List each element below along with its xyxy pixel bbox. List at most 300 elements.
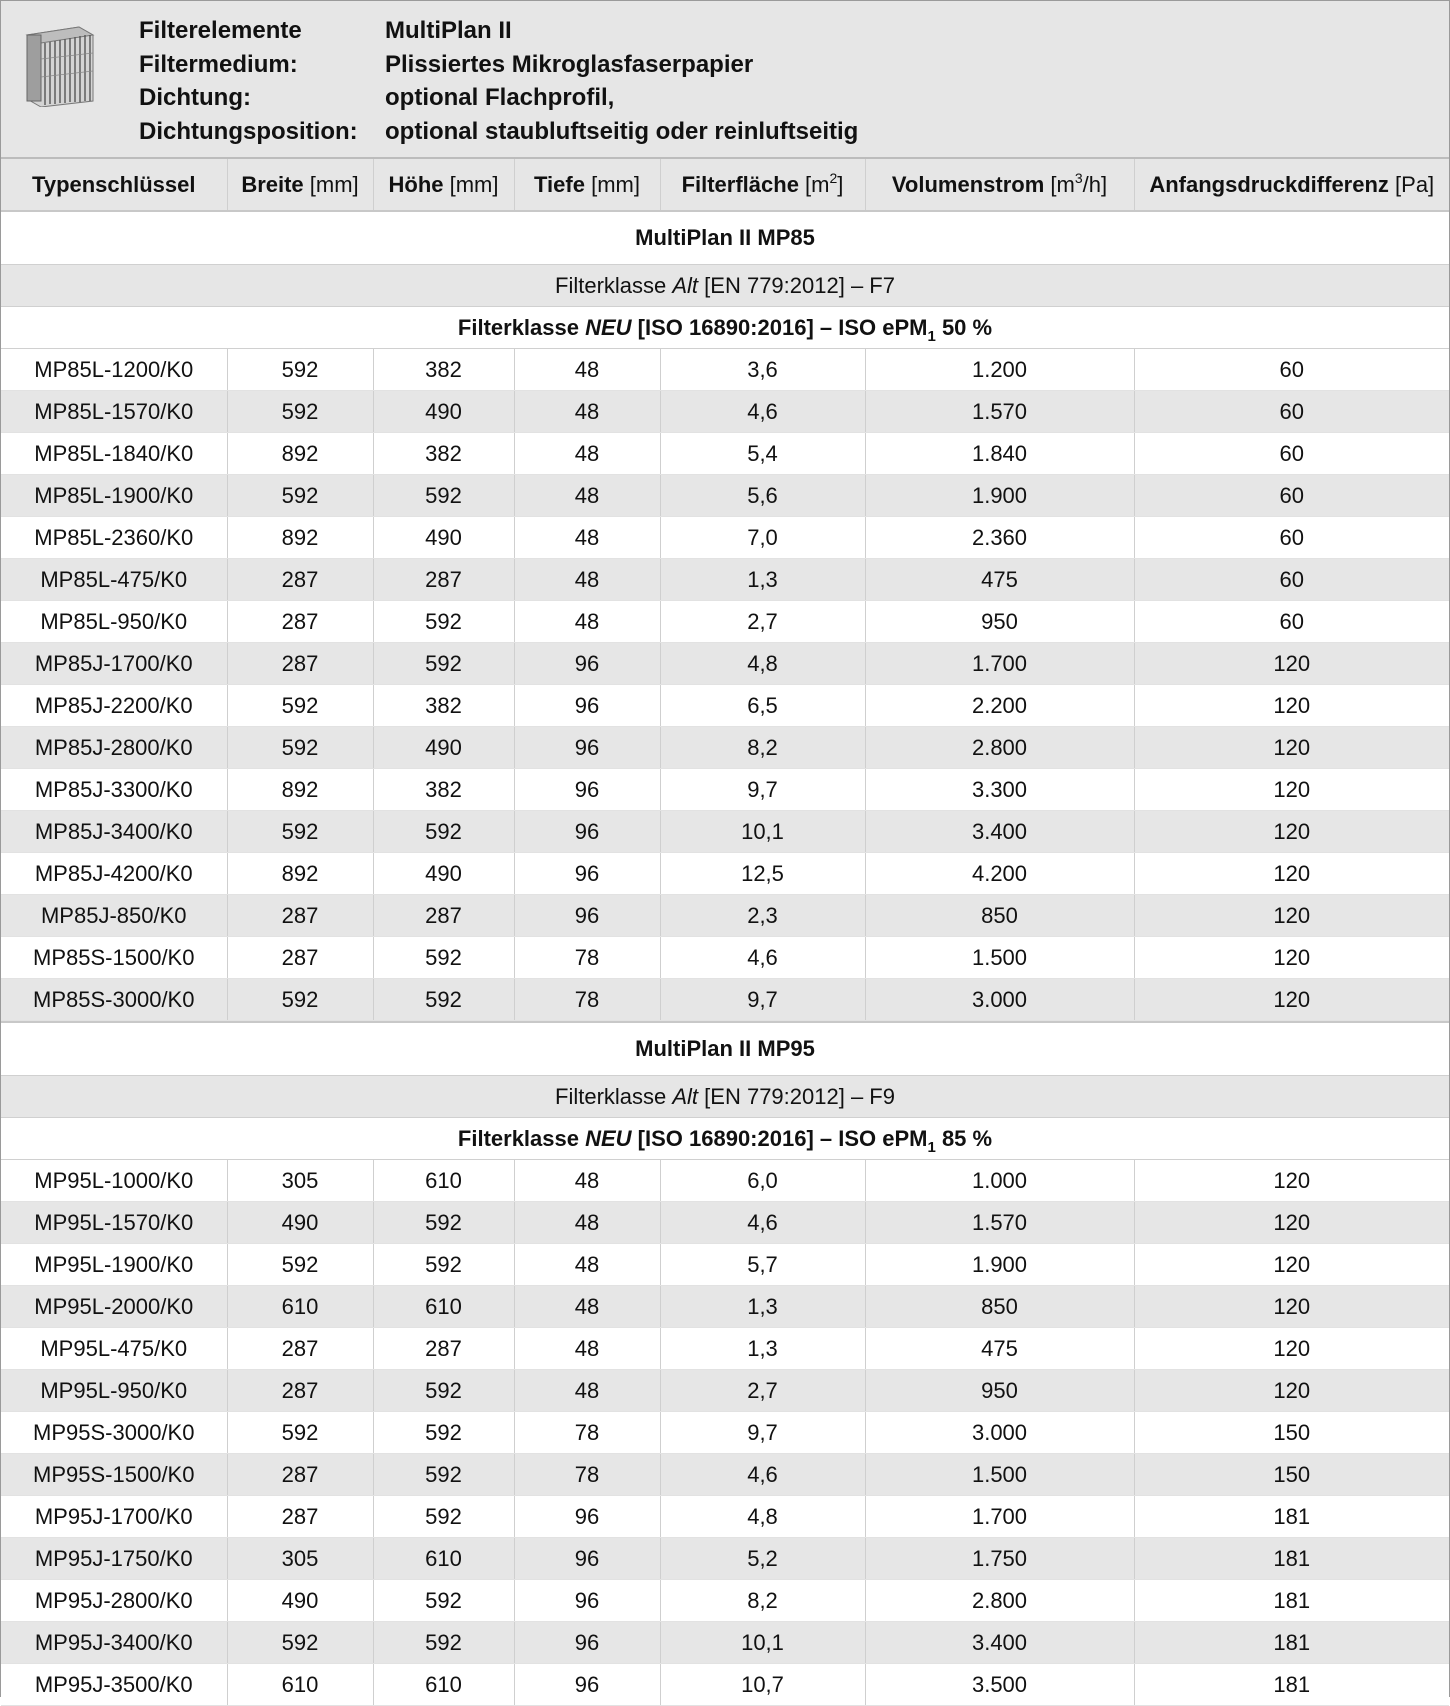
table-cell: 592 [373, 811, 514, 853]
table-cell: 287 [227, 643, 373, 685]
section-title-row [1, 211, 1449, 265]
table-cell: 96 [514, 643, 660, 685]
table-cell: 592 [227, 979, 373, 1021]
table-cell: 8,2 [660, 1580, 865, 1622]
table-cell: 3.400 [865, 1622, 1134, 1664]
table-cell: MP85L-1570/K0 [1, 391, 227, 433]
table-cell: 592 [227, 349, 373, 391]
table-cell: 181 [1134, 1664, 1449, 1706]
column-unit: /h] [1082, 171, 1108, 197]
table-cell: 2,3 [660, 895, 865, 937]
filter-class-standard: [EN 779:2012] – F7 [698, 272, 895, 298]
table-row [1, 1412, 1449, 1454]
column-unit-exponent: 2 [829, 169, 838, 186]
table-cell: 5,2 [660, 1538, 865, 1580]
table-cell: 3.500 [865, 1664, 1134, 1706]
table-cell: 120 [1134, 895, 1449, 937]
table-cell: 305 [227, 1538, 373, 1580]
table-row [1, 643, 1449, 685]
table-cell: 2.800 [865, 727, 1134, 769]
table-cell: 892 [227, 769, 373, 811]
table-cell: 4,8 [660, 643, 865, 685]
table-cell: 592 [373, 601, 514, 643]
filter-class-standard: [EN 779:2012] – F9 [698, 1083, 895, 1109]
table-cell: 120 [1134, 1370, 1449, 1412]
filter-class-neu: NEU [585, 314, 632, 340]
table-cell: 60 [1134, 475, 1449, 517]
table-row [1, 1664, 1449, 1706]
table-cell: 287 [373, 895, 514, 937]
table-header-row [1, 159, 1449, 212]
table-cell: 120 [1134, 1160, 1449, 1202]
table-cell: 48 [514, 1286, 660, 1328]
table-cell: MP85L-2360/K0 [1, 517, 227, 559]
table-cell: 96 [514, 895, 660, 937]
table-cell: 3.000 [865, 1412, 1134, 1454]
table-cell: 592 [373, 1580, 514, 1622]
table-cell: MP85S-1500/K0 [1, 937, 227, 979]
table-cell: 96 [514, 1622, 660, 1664]
table-cell: 120 [1134, 643, 1449, 685]
table-cell: 120 [1134, 979, 1449, 1021]
column-header [1, 159, 227, 212]
table-cell: 382 [373, 769, 514, 811]
table-cell: 1.700 [865, 643, 1134, 685]
table-cell: 120 [1134, 1244, 1449, 1286]
table-cell: 1.900 [865, 1244, 1134, 1286]
filter-class-label: Filterklasse [555, 1083, 673, 1109]
meta-value: optional staubluftseitig oder reinluftseitig [385, 117, 859, 145]
table-cell: 10,1 [660, 1622, 865, 1664]
table-cell: 96 [514, 1580, 660, 1622]
filter-class-alt: Alt [672, 1083, 699, 1109]
table-cell: 610 [373, 1664, 514, 1706]
table-cell: 48 [514, 1160, 660, 1202]
table-cell: 490 [373, 391, 514, 433]
column-header [660, 159, 865, 212]
table-cell: 287 [373, 1328, 514, 1370]
table-cell: 7,0 [660, 517, 865, 559]
table-row [1, 769, 1449, 811]
table-cell: MP85J-1700/K0 [1, 643, 227, 685]
table-cell: 490 [227, 1202, 373, 1244]
table-cell: 892 [227, 433, 373, 475]
column-header [1134, 159, 1449, 212]
table-cell: 181 [1134, 1538, 1449, 1580]
product-header [1, 1, 1449, 158]
table-cell: 60 [1134, 601, 1449, 643]
table-cell: 2,7 [660, 1370, 865, 1412]
column-unit: [Pa] [1388, 171, 1435, 197]
filter-class-old-row [1, 265, 1449, 307]
table-cell: MP85J-2200/K0 [1, 685, 227, 727]
table-row [1, 1580, 1449, 1622]
table-row [1, 1454, 1449, 1496]
table-cell: 490 [373, 727, 514, 769]
table-cell: 9,7 [660, 769, 865, 811]
table-cell: 9,7 [660, 979, 865, 1021]
section-title: MultiPlan II MP95 [1, 1023, 1449, 1076]
table-cell: 610 [373, 1160, 514, 1202]
table-cell: 10,7 [660, 1664, 865, 1706]
table-cell: 60 [1134, 349, 1449, 391]
table-cell: 592 [227, 1622, 373, 1664]
filter-class-new-row [1, 307, 1449, 349]
filter-class-standard: [ISO 16890:2016] – ISO ePM [631, 314, 928, 340]
table-cell: 96 [514, 769, 660, 811]
table-cell: MP95J-1750/K0 [1, 1538, 227, 1580]
section-title: MultiPlan II MP85 [1, 211, 1449, 265]
table-cell: 48 [514, 1202, 660, 1244]
table-cell: 96 [514, 685, 660, 727]
table-row [1, 1622, 1449, 1664]
table-cell: 1.000 [865, 1160, 1134, 1202]
table-cell: 850 [865, 1286, 1134, 1328]
table-cell: 60 [1134, 391, 1449, 433]
table-row [1, 1202, 1449, 1244]
table-cell: 96 [514, 1496, 660, 1538]
table-cell: MP85L-1900/K0 [1, 475, 227, 517]
table-cell: 592 [373, 1244, 514, 1286]
table-cell: 1.900 [865, 475, 1134, 517]
table-cell: 592 [373, 1202, 514, 1244]
table-cell: MP95J-3500/K0 [1, 1664, 227, 1706]
table-row [1, 1538, 1449, 1580]
table-cell: MP85J-850/K0 [1, 895, 227, 937]
filter-class-label: Filterklasse [555, 272, 673, 298]
table-cell: 5,4 [660, 433, 865, 475]
table-cell: 592 [227, 1412, 373, 1454]
table-cell: 5,7 [660, 1244, 865, 1286]
table-cell: MP95L-1570/K0 [1, 1202, 227, 1244]
table-row [1, 1286, 1449, 1328]
table-cell: 950 [865, 1370, 1134, 1412]
table-cell: MP85J-4200/K0 [1, 853, 227, 895]
table-cell: 5,6 [660, 475, 865, 517]
table-cell: 48 [514, 1244, 660, 1286]
table-cell: 382 [373, 349, 514, 391]
meta-value: MultiPlan II [385, 17, 512, 44]
table-cell: 48 [514, 517, 660, 559]
table-cell: 2,7 [660, 601, 865, 643]
table-cell: 48 [514, 559, 660, 601]
column-header [865, 159, 1134, 212]
section-title-row [1, 1023, 1449, 1076]
table-cell: 96 [514, 1538, 660, 1580]
table-cell: MP85L-1840/K0 [1, 433, 227, 475]
table-cell: 287 [227, 937, 373, 979]
table-cell: 592 [373, 937, 514, 979]
table-cell: 3.300 [865, 769, 1134, 811]
table-cell: 4,6 [660, 391, 865, 433]
table-cell: 1.840 [865, 433, 1134, 475]
table-cell: 120 [1134, 937, 1449, 979]
column-unit: [mm] [443, 171, 499, 197]
filter-class-value: 85 % [935, 1125, 993, 1151]
table-row [1, 433, 1449, 475]
table-cell: 1.570 [865, 1202, 1134, 1244]
table-cell: 2.200 [865, 685, 1134, 727]
filter-class-label: Filterklasse [457, 314, 586, 340]
table-cell: 60 [1134, 517, 1449, 559]
table-cell: 475 [865, 1328, 1134, 1370]
table-cell: 592 [227, 475, 373, 517]
table-row [1, 1328, 1449, 1370]
table-cell: 120 [1134, 853, 1449, 895]
table-cell: 305 [227, 1160, 373, 1202]
table-cell: 78 [514, 979, 660, 1021]
table-cell: 4.200 [865, 853, 1134, 895]
table-cell: 1.700 [865, 1496, 1134, 1538]
table-cell: 48 [514, 475, 660, 517]
table-cell: 2.360 [865, 517, 1134, 559]
table-cell: MP95L-950/K0 [1, 1370, 227, 1412]
table-cell: 120 [1134, 727, 1449, 769]
table-cell: 78 [514, 1412, 660, 1454]
table-cell: 592 [373, 643, 514, 685]
meta-key: Filterelemente [139, 17, 302, 44]
table-cell: 1,3 [660, 559, 865, 601]
table-cell: 78 [514, 1454, 660, 1496]
table-cell: MP95S-3000/K0 [1, 1412, 227, 1454]
column-unit-exponent: 3 [1074, 169, 1083, 186]
table-cell: 78 [514, 937, 660, 979]
table-cell: 48 [514, 433, 660, 475]
table-cell: 592 [227, 811, 373, 853]
meta-key: Dichtung: [139, 84, 251, 111]
table-row [1, 979, 1449, 1021]
table-row [1, 685, 1449, 727]
table-cell: 287 [227, 1454, 373, 1496]
table-cell: 592 [227, 1244, 373, 1286]
table-cell: 850 [865, 895, 1134, 937]
filter-class-new [1, 307, 1449, 349]
table-cell: 892 [227, 853, 373, 895]
table-cell: 3.000 [865, 979, 1134, 1021]
table-cell: 150 [1134, 1454, 1449, 1496]
column-unit: [m [1044, 171, 1075, 197]
table-row [1, 1370, 1449, 1412]
product-table [1, 158, 1449, 1706]
table-cell: MP95J-2800/K0 [1, 1580, 227, 1622]
table-cell: 6,5 [660, 685, 865, 727]
table-cell: 490 [227, 1580, 373, 1622]
table-row [1, 349, 1449, 391]
table-cell: 592 [227, 727, 373, 769]
table-cell: 150 [1134, 1412, 1449, 1454]
table-cell: 490 [373, 853, 514, 895]
table-row [1, 895, 1449, 937]
column-name: Volumenstrom [891, 171, 1045, 197]
table-cell: 287 [227, 895, 373, 937]
table-cell: 4,6 [660, 1202, 865, 1244]
meta-value: optional Flachprofil, [385, 84, 615, 111]
table-cell: 592 [373, 1622, 514, 1664]
table-cell: 610 [373, 1538, 514, 1580]
table-row [1, 1160, 1449, 1202]
table-cell: MP95L-1000/K0 [1, 1160, 227, 1202]
filter-class-value: 50 % [935, 314, 993, 340]
table-cell: 96 [514, 1664, 660, 1706]
filter-class-old-row [1, 1076, 1449, 1118]
table-cell: 892 [227, 517, 373, 559]
column-unit: ] [837, 171, 844, 197]
table-cell: 3.400 [865, 811, 1134, 853]
table-cell: MP95L-475/K0 [1, 1328, 227, 1370]
table-cell: 120 [1134, 685, 1449, 727]
meta-key: Dichtungsposition: [139, 117, 358, 145]
table-cell: 96 [514, 853, 660, 895]
table-cell: 181 [1134, 1622, 1449, 1664]
meta-key: Filtermedium: [139, 50, 298, 78]
table-cell: 592 [227, 685, 373, 727]
table-cell: 1.500 [865, 1454, 1134, 1496]
filter-class-old [1, 265, 1449, 307]
filter-class-subscript: 1 [927, 1138, 936, 1156]
table-cell: 48 [514, 349, 660, 391]
table-cell: 475 [865, 559, 1134, 601]
table-cell: 490 [373, 517, 514, 559]
table-cell: 12,5 [660, 853, 865, 895]
filter-class-new [1, 1118, 1449, 1160]
table-cell: MP95J-1700/K0 [1, 1496, 227, 1538]
table-cell: 1,3 [660, 1328, 865, 1370]
column-unit: [mm] [584, 171, 640, 197]
table-cell: 1.750 [865, 1538, 1134, 1580]
table-cell: 1.500 [865, 937, 1134, 979]
table-cell: MP95L-2000/K0 [1, 1286, 227, 1328]
table-cell: MP85L-950/K0 [1, 601, 227, 643]
table-cell: 610 [227, 1286, 373, 1328]
table-cell: 592 [373, 1370, 514, 1412]
table-cell: 4,6 [660, 1454, 865, 1496]
table-cell: MP95L-1900/K0 [1, 1244, 227, 1286]
table-cell: 382 [373, 433, 514, 475]
filter-class-old [1, 1076, 1449, 1118]
table-row [1, 601, 1449, 643]
table-cell: 48 [514, 1370, 660, 1412]
table-cell: 610 [227, 1664, 373, 1706]
table-cell: 592 [373, 475, 514, 517]
table-cell: 8,2 [660, 727, 865, 769]
table-cell: 287 [227, 601, 373, 643]
table-cell: MP95S-1500/K0 [1, 1454, 227, 1496]
column-name: Anfangsdruckdifferenz [1149, 171, 1389, 197]
table-row [1, 391, 1449, 433]
column-name: Filterfläche [681, 171, 799, 197]
table-cell: 592 [373, 1496, 514, 1538]
meta-row [139, 14, 858, 48]
table-row [1, 811, 1449, 853]
table-cell: 4,6 [660, 937, 865, 979]
table-cell: 48 [514, 601, 660, 643]
table-cell: 96 [514, 811, 660, 853]
meta-row [139, 48, 858, 82]
table-cell: 60 [1134, 559, 1449, 601]
table-cell: 48 [514, 1328, 660, 1370]
table-cell: 287 [227, 1370, 373, 1412]
table-cell: 2.800 [865, 1580, 1134, 1622]
table-row [1, 475, 1449, 517]
meta-row [139, 81, 858, 115]
table-row [1, 727, 1449, 769]
table-cell: 1.200 [865, 349, 1134, 391]
column-unit: [mm] [303, 171, 359, 197]
filter-element-icon [21, 23, 97, 107]
table-cell: 382 [373, 685, 514, 727]
column-name: Breite [241, 171, 304, 197]
table-cell: 1.570 [865, 391, 1134, 433]
table-cell: 6,0 [660, 1160, 865, 1202]
filter-class-subscript: 1 [927, 327, 936, 345]
table-row [1, 517, 1449, 559]
table-cell: MP85L-1200/K0 [1, 349, 227, 391]
column-header [514, 159, 660, 212]
table-cell: 592 [373, 1454, 514, 1496]
table-cell: 287 [373, 559, 514, 601]
table-cell: MP85J-2800/K0 [1, 727, 227, 769]
table-row [1, 559, 1449, 601]
table-cell: 1,3 [660, 1286, 865, 1328]
table-cell: 610 [373, 1286, 514, 1328]
table-cell: 287 [227, 559, 373, 601]
table-cell: 592 [373, 1412, 514, 1454]
table-cell: 120 [1134, 1328, 1449, 1370]
table-cell: 592 [227, 391, 373, 433]
column-unit: [m [798, 171, 830, 197]
table-cell: 96 [514, 727, 660, 769]
filter-class-alt: Alt [672, 272, 699, 298]
meta-row [139, 115, 858, 149]
table-cell: 10,1 [660, 811, 865, 853]
table-cell: 60 [1134, 433, 1449, 475]
table-cell: MP95J-3400/K0 [1, 1622, 227, 1664]
table-cell: MP85J-3300/K0 [1, 769, 227, 811]
meta-value: Plissiertes Mikroglasfaserpapier [385, 50, 754, 78]
filter-class-neu: NEU [585, 1125, 632, 1151]
product-meta [139, 14, 858, 148]
table-cell: 4,8 [660, 1496, 865, 1538]
table-row [1, 1244, 1449, 1286]
table-cell: MP85L-475/K0 [1, 559, 227, 601]
column-name: Tiefe [534, 171, 585, 197]
table-cell: 181 [1134, 1496, 1449, 1538]
table-cell: 592 [373, 979, 514, 1021]
table-cell: 950 [865, 601, 1134, 643]
table-cell: 120 [1134, 811, 1449, 853]
table-cell: 120 [1134, 1286, 1449, 1328]
table-cell: 287 [227, 1496, 373, 1538]
table-cell: 181 [1134, 1580, 1449, 1622]
filter-class-label: Filterklasse [457, 1125, 586, 1151]
column-header [227, 159, 373, 212]
column-header [373, 159, 514, 212]
table-cell: MP85S-3000/K0 [1, 979, 227, 1021]
table-cell: 9,7 [660, 1412, 865, 1454]
filter-class-standard: [ISO 16890:2016] – ISO ePM [631, 1125, 928, 1151]
table-row [1, 853, 1449, 895]
table-cell: MP85J-3400/K0 [1, 811, 227, 853]
table-cell: 120 [1134, 769, 1449, 811]
table-cell: 48 [514, 391, 660, 433]
table-cell: 3,6 [660, 349, 865, 391]
table-cell: 287 [227, 1328, 373, 1370]
table-row [1, 937, 1449, 979]
table-row [1, 1496, 1449, 1538]
table-cell: 120 [1134, 1202, 1449, 1244]
filter-class-new-row [1, 1118, 1449, 1160]
column-name: Typenschlüssel [32, 171, 196, 197]
